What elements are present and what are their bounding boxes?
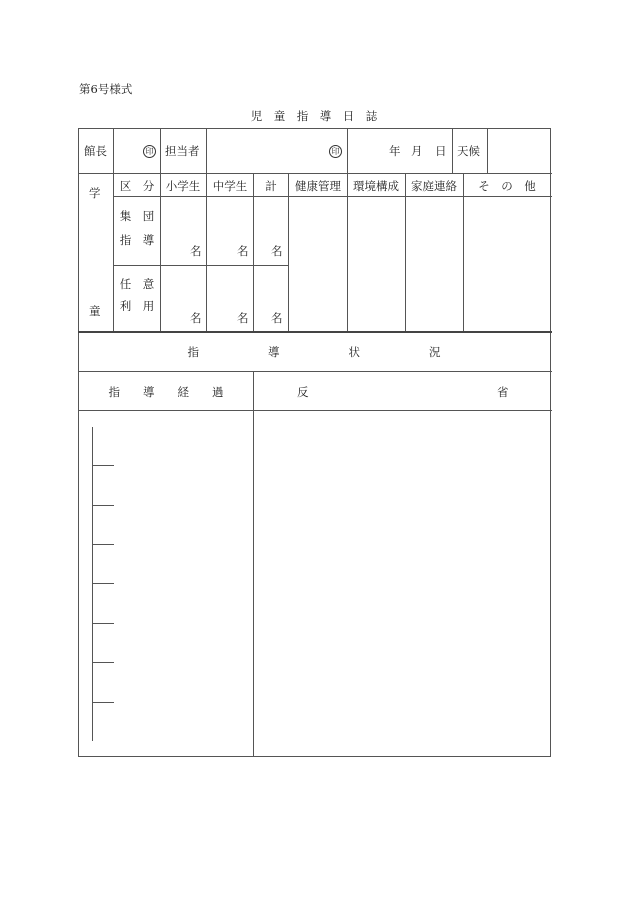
timeline-tick bbox=[92, 465, 114, 466]
section-header: 区 分 bbox=[119, 179, 155, 193]
timeline-tick bbox=[92, 544, 114, 545]
unit-label: 名 bbox=[190, 244, 202, 258]
header-divider bbox=[452, 128, 453, 173]
staff-label: 担当者 bbox=[165, 144, 200, 158]
unit-label: 名 bbox=[237, 244, 249, 258]
environment-header: 環境構成 bbox=[353, 179, 399, 193]
grid-divider bbox=[405, 173, 406, 331]
timeline-line bbox=[92, 427, 93, 741]
grid-divider bbox=[347, 173, 348, 331]
grid-divider bbox=[463, 173, 464, 331]
progress-header-line bbox=[78, 410, 552, 411]
timeline-tick bbox=[92, 505, 114, 506]
weather-label: 天候 bbox=[457, 144, 480, 158]
grid-divider bbox=[160, 173, 161, 331]
grid-divider bbox=[288, 173, 289, 331]
timeline-tick bbox=[92, 662, 114, 663]
group-row-line bbox=[113, 265, 288, 266]
child-label-top: 学 bbox=[89, 186, 101, 200]
unit-label: 名 bbox=[271, 311, 283, 325]
reflection-title: 省 bbox=[497, 385, 509, 399]
form-number: 第6号様式 bbox=[79, 82, 133, 96]
header-divider bbox=[487, 128, 488, 173]
grid-divider bbox=[113, 173, 114, 331]
total-header: 計 bbox=[265, 179, 277, 193]
group-label: 集 団 bbox=[119, 209, 155, 223]
header-divider bbox=[347, 128, 348, 173]
day-label: 日 bbox=[435, 144, 447, 158]
month-label: 月 bbox=[411, 144, 423, 158]
header-divider bbox=[113, 128, 114, 173]
year-label: 年 bbox=[389, 144, 401, 158]
status-title: 指 導 状 況 bbox=[187, 345, 441, 359]
timeline-tick bbox=[92, 583, 114, 584]
progress-divider bbox=[253, 371, 254, 757]
health-header: 健康管理 bbox=[295, 179, 341, 193]
unit-label: 名 bbox=[271, 244, 283, 258]
group-label: 指 導 bbox=[119, 233, 155, 247]
form-title: 児 童 指 導 日 誌 bbox=[250, 109, 378, 123]
junior-header: 中学生 bbox=[212, 179, 248, 193]
header-divider bbox=[206, 128, 207, 173]
free-label: 利 用 bbox=[119, 299, 155, 313]
child-label-bottom: 童 bbox=[89, 304, 101, 318]
unit-label: 名 bbox=[237, 311, 249, 325]
free-label: 任 意 bbox=[119, 277, 155, 291]
unit-label: 名 bbox=[190, 311, 202, 325]
section-row-line bbox=[113, 196, 552, 197]
timeline-tick bbox=[92, 702, 114, 703]
header-row-line bbox=[78, 173, 552, 174]
grid-bottom-line bbox=[78, 331, 552, 333]
other-header: そ の 他 bbox=[478, 179, 536, 193]
status-row-line bbox=[78, 371, 552, 372]
seal-icon: 印 bbox=[143, 145, 156, 158]
progress-title: 指 導 経 過 bbox=[108, 385, 224, 399]
grid-divider bbox=[253, 173, 254, 331]
timeline-tick bbox=[92, 623, 114, 624]
elementary-header: 小学生 bbox=[165, 179, 201, 193]
reflection-title: 反 bbox=[297, 385, 309, 399]
header-divider bbox=[160, 128, 161, 173]
grid-divider bbox=[206, 173, 207, 331]
family-header: 家庭連絡 bbox=[411, 179, 457, 193]
seal-icon: 印 bbox=[329, 145, 342, 158]
director-label: 館長 bbox=[84, 144, 107, 158]
